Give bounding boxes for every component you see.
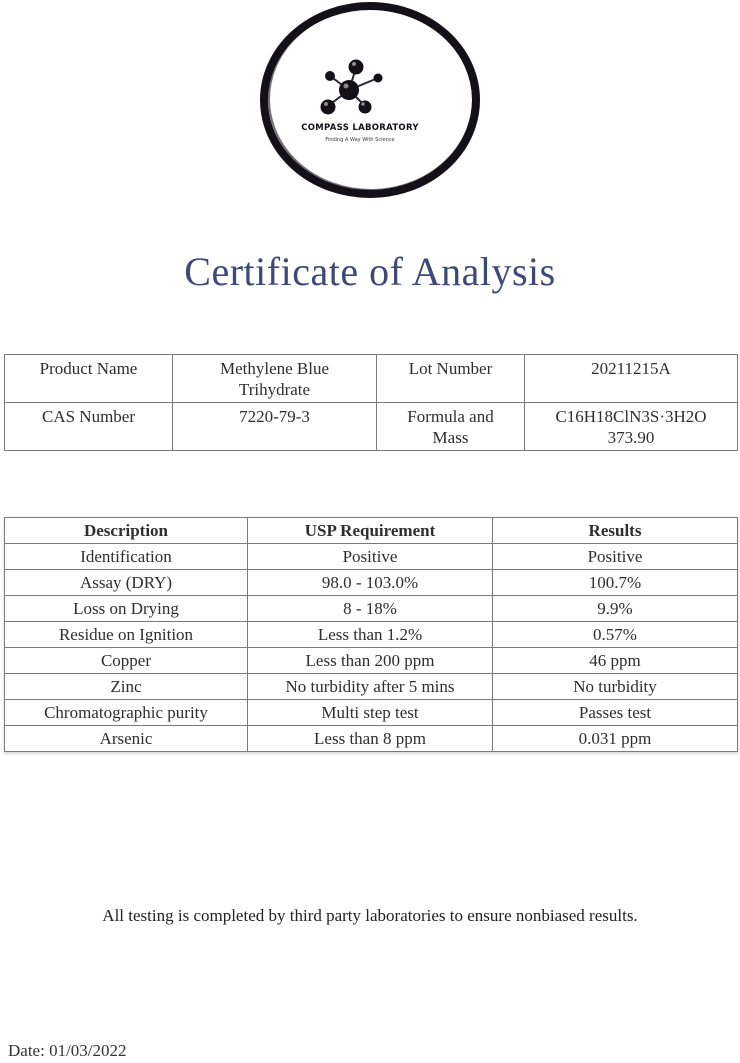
cell-result: 46 ppm xyxy=(493,648,738,674)
table-row xyxy=(5,622,738,648)
cell-description: Zinc xyxy=(5,674,248,700)
cell-result: Passes test xyxy=(493,700,738,726)
results-table xyxy=(4,517,738,752)
cell-result: No turbidity xyxy=(493,674,738,700)
product-name-label: Product Name xyxy=(5,355,173,403)
cell-requirement: Positive xyxy=(248,544,493,570)
cell-requirement: Less than 8 ppm xyxy=(248,726,493,752)
cell-description: Chromatographic purity xyxy=(5,700,248,726)
cell-result: 0.57% xyxy=(493,622,738,648)
svg-text:Finding A Way With Science: Finding A Way With Science xyxy=(325,137,395,143)
table-row xyxy=(5,674,738,700)
cell-requirement: No turbidity after 5 mins xyxy=(248,674,493,700)
cell-result: 9.9% xyxy=(493,596,738,622)
product-name-value: Methylene Blue Trihydrate xyxy=(173,355,377,403)
formula-mass-label: Formula and Mass xyxy=(377,403,525,451)
cell-result: 100.7% xyxy=(493,570,738,596)
product-info-table xyxy=(4,354,738,451)
cell-description: Assay (DRY) xyxy=(5,570,248,596)
lot-number-label: Lot Number xyxy=(377,355,525,403)
cell-description: Arsenic xyxy=(5,726,248,752)
table-row xyxy=(5,403,738,451)
certificate-date: Date: 01/03/2022 xyxy=(8,1041,127,1060)
molecule-icon xyxy=(250,2,490,198)
column-header-usp-requirement: USP Requirement xyxy=(248,518,493,544)
table-row xyxy=(5,544,738,570)
cell-requirement: Less than 1.2% xyxy=(248,622,493,648)
column-header-description: Description xyxy=(5,518,248,544)
table-row xyxy=(5,596,738,622)
table-header-row xyxy=(5,518,738,544)
svg-text:COMPASS LABORATORY: COMPASS LABORATORY xyxy=(301,123,419,133)
cell-description: Residue on Ignition xyxy=(5,622,248,648)
table-row xyxy=(5,700,738,726)
cell-description: Copper xyxy=(5,648,248,674)
formula-mass-value: C16H18ClN3S·3H2O 373.90 xyxy=(525,403,738,451)
column-header-results: Results xyxy=(493,518,738,544)
company-logo xyxy=(250,2,490,198)
cell-description: Identification xyxy=(5,544,248,570)
cell-requirement: 98.0 - 103.0% xyxy=(248,570,493,596)
cell-result: Positive xyxy=(493,544,738,570)
cas-number-value: 7220-79-3 xyxy=(173,403,377,451)
testing-disclaimer: All testing is completed by third party laboratories to ensure nonbiased results. xyxy=(102,906,638,925)
table-row xyxy=(5,355,738,403)
cell-description: Loss on Drying xyxy=(5,596,248,622)
table-row xyxy=(5,648,738,674)
table-row xyxy=(5,570,738,596)
cell-requirement: Less than 200 ppm xyxy=(248,648,493,674)
cas-number-label: CAS Number xyxy=(5,403,173,451)
lot-number-value: 20211215A xyxy=(525,355,738,403)
page-title: Certificate of Analysis xyxy=(184,249,556,294)
cell-requirement: 8 - 18% xyxy=(248,596,493,622)
table-row xyxy=(5,726,738,752)
cell-result: 0.031 ppm xyxy=(493,726,738,752)
cell-requirement: Multi step test xyxy=(248,700,493,726)
